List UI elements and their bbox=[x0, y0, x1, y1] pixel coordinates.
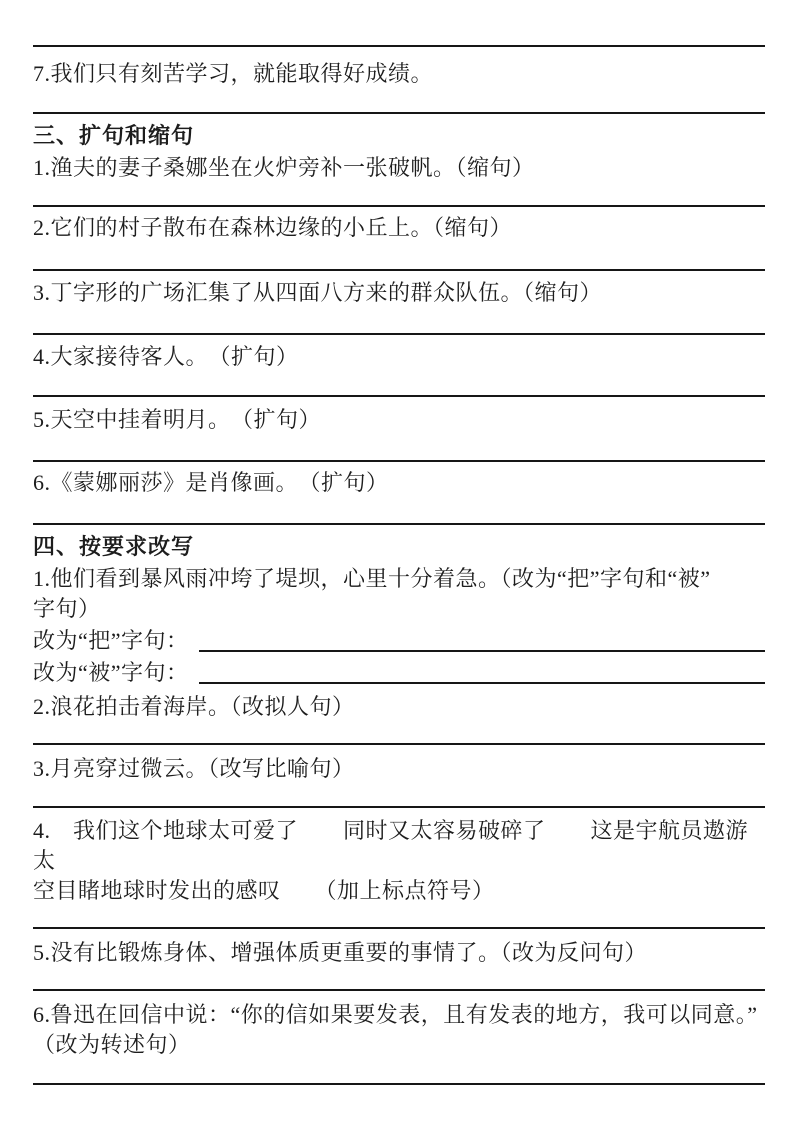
question-3-1: 1.渔夫的妻子桑娜坐在火炉旁补一张破帆。（缩句） bbox=[33, 155, 535, 180]
answer-rule bbox=[33, 927, 765, 929]
answer-rule bbox=[33, 989, 765, 991]
question-4-2: 2.浪花拍击着海岸。（改拟人句） bbox=[33, 694, 355, 719]
answer-rule bbox=[33, 112, 765, 114]
question-4-4-line2: 空目睹地球时发出的感叹 （加上标点符号） bbox=[33, 878, 495, 903]
answer-rule bbox=[33, 205, 765, 207]
answer-rule bbox=[33, 743, 765, 745]
answer-rule bbox=[33, 523, 765, 525]
question-4-5: 5.没有比锻炼身体、增强体质更重要的事情了。（改为反问句） bbox=[33, 940, 648, 965]
question-4-6 bbox=[33, 1000, 765, 1060]
question-2-7: 7.我们只有刻苦学习，就能取得好成绩。 bbox=[33, 61, 434, 86]
answer-rule bbox=[33, 45, 765, 47]
section-three-title: 三、扩句和缩句 bbox=[33, 123, 195, 148]
answer-rule bbox=[33, 806, 765, 808]
question-4-6-line2: （改为转述句） bbox=[33, 1032, 191, 1057]
answer-rule bbox=[33, 333, 765, 335]
question-4-4 bbox=[33, 816, 765, 906]
bei-sentence-row bbox=[33, 658, 765, 688]
question-3-6: 6.《蒙娜丽莎》是肖像画。 （扩句） bbox=[33, 470, 389, 495]
question-3-5: 5.天空中挂着明月。 （扩句） bbox=[33, 407, 322, 432]
answer-rule bbox=[33, 269, 765, 271]
question-4-1 bbox=[33, 564, 765, 624]
question-4-3: 3.月亮穿过微云。（改写比喻句） bbox=[33, 756, 355, 781]
ba-sentence-label: 改为“把”字句： bbox=[33, 628, 189, 653]
question-3-3: 3.丁字形的广场汇集了从四面八方来的群众队伍。（缩句） bbox=[33, 280, 603, 305]
question-3-2: 2.它们的村子散布在森林边缘的小丘上。（缩句） bbox=[33, 215, 513, 240]
question-4-4-line1: 4. 我们这个地球太可爱了 同时又太容易破碎了 这是宇航员遨游太 bbox=[33, 818, 749, 873]
bei-answer-blank bbox=[199, 658, 765, 684]
question-4-1-line1: 1.他们看到暴风雨冲垮了堤坝，心里十分着急。（改为“把”字句和“被” bbox=[33, 566, 711, 591]
question-3-4: 4.大家接待客人。 （扩句） bbox=[33, 344, 299, 369]
ba-answer-blank bbox=[199, 626, 765, 652]
answer-rule bbox=[33, 1083, 765, 1085]
question-4-6-line1: 6.鲁迅在回信中说：“你的信如果要发表，且有发表的地方，我可以同意。” bbox=[33, 1002, 758, 1027]
answer-rule bbox=[33, 395, 765, 397]
ba-sentence-row bbox=[33, 626, 765, 656]
answer-rule bbox=[33, 460, 765, 462]
section-four-title: 四、按要求改写 bbox=[33, 534, 195, 559]
bei-sentence-label: 改为“被”字句： bbox=[33, 660, 189, 685]
question-4-1-line2: 字句） bbox=[33, 596, 101, 621]
